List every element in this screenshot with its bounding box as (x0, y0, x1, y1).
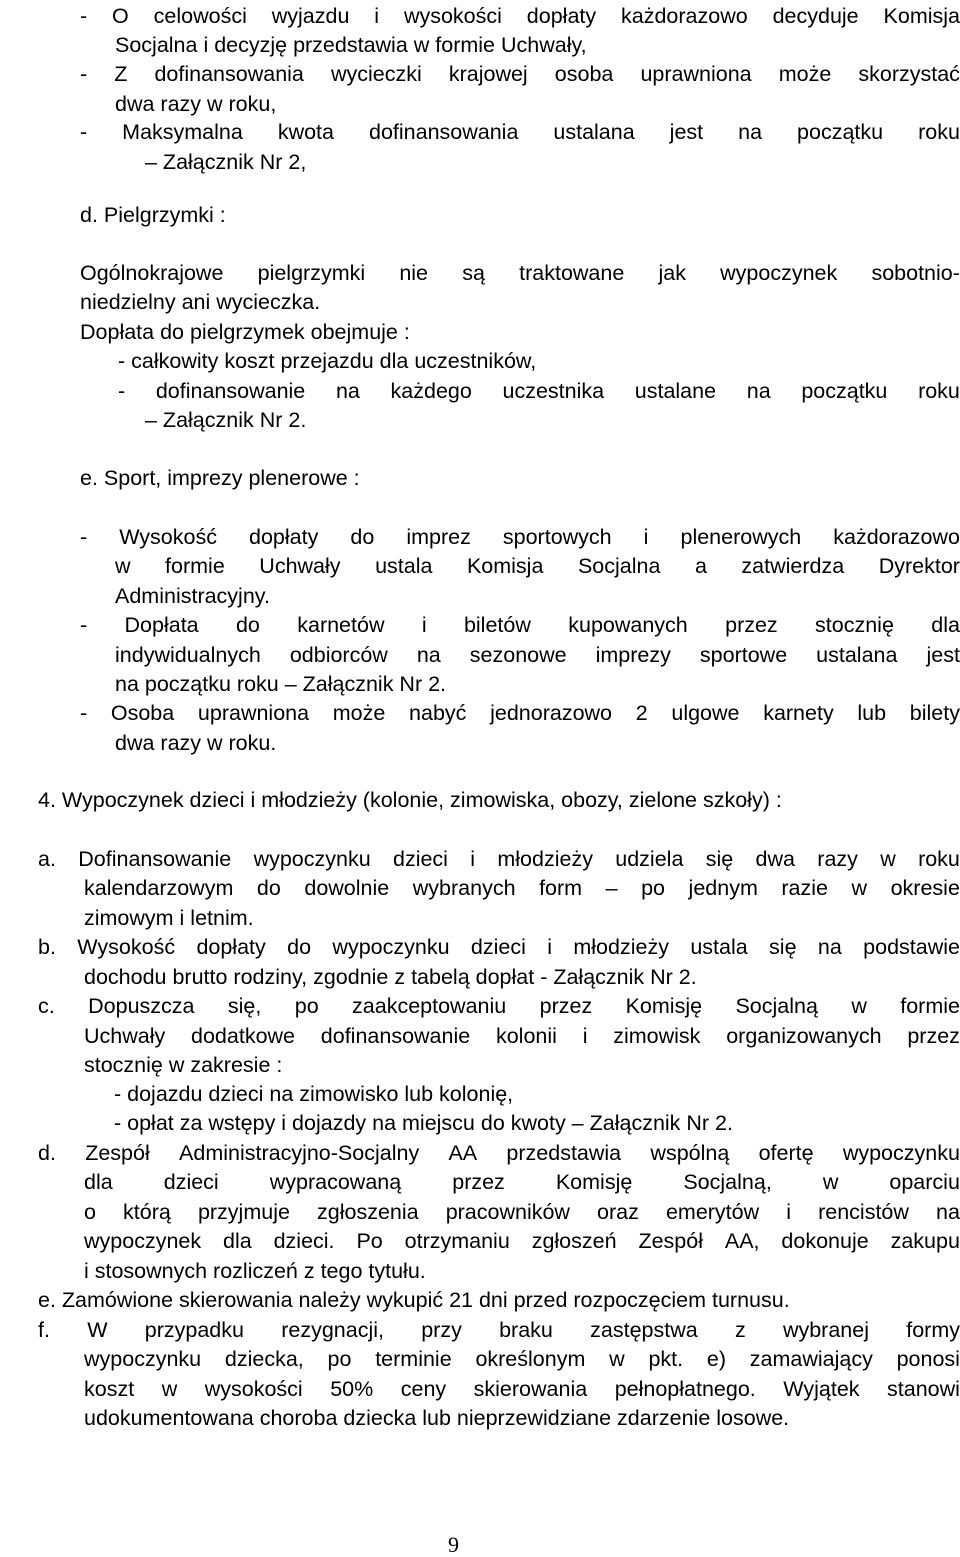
text-line: f. W przypadku rezygnacji, przy braku zastępstwa z wybranej formy (38, 1318, 960, 1342)
text-line: wypoczynku dziecka, po terminie określonym w pkt. e) zamawiający ponosi (84, 1347, 960, 1371)
text-line: stocznię w zakresie : (84, 1053, 283, 1077)
text-line: niedzielny ani wycieczka. (80, 290, 321, 314)
text-line: udokumentowana choroba dziecka lub nieprzewidziane zdarzenie losowe. (84, 1406, 790, 1430)
text-line: Dopłata do pielgrzymek obejmuje : (80, 320, 410, 344)
text-line: dwa razy w roku. (115, 731, 277, 755)
text-line: - całkowity koszt przejazdu dla uczestników, (118, 349, 537, 373)
text-line: - Wysokość dopłaty do imprez sportowych i plenerowych każdorazowo (80, 525, 960, 549)
text-line: d. Pielgrzymki : (80, 203, 226, 227)
text-line: - Osoba uprawniona może nabyć jednorazowo 2 ulgowe karnety lub bilety (80, 701, 960, 725)
text-line: d. Zespół Administracyjno-Socjalny AA przedstawia wspólną ofertę wypoczynku (38, 1141, 960, 1165)
text-line: Socjalna i decyzję przedstawia w formie Uchwały, (115, 33, 587, 57)
text-line: indywidualnych odbiorców na sezonowe imprezy sportowe ustalana jest (115, 643, 960, 667)
text-line: i stosownych rozliczeń z tego tytułu. (84, 1259, 426, 1283)
text-line: c. Dopuszcza się, po zaakceptowaniu przez Komisję Socjalną w formie (38, 994, 960, 1018)
text-line: - Dopłata do karnetów i biletów kupowanych przez stocznię dla (80, 613, 960, 637)
text-line: zimowym i letnim. (84, 906, 254, 930)
text-line: w formie Uchwały ustala Komisja Socjalna a zatwierdza Dyrektor (115, 554, 960, 578)
text-line: o którą przyjmuje zgłoszenia pracowników oraz emerytów i rencistów na (84, 1200, 960, 1224)
text-line: na początku roku – Załącznik Nr 2. (115, 672, 447, 696)
text-line: wypoczynek dla dzieci. Po otrzymaniu zgłoszeń Zespół AA, dokonuje zakupu (84, 1229, 960, 1253)
text-line: a. Dofinansowanie wypoczynku dzieci i młodzieży udziela się dwa razy w roku (38, 847, 960, 871)
text-line: - Maksymalna kwota dofinansowania ustalana jest na początku roku (80, 120, 960, 144)
text-line: dochodu brutto rodziny, zgodnie z tabelą dopłat - Załącznik Nr 2. (84, 965, 697, 989)
page-number: 9 (448, 1532, 459, 1557)
text-line: - dojazdu dzieci na zimowisko lub kolonię, (114, 1082, 514, 1106)
text-line: 4. Wypoczynek dzieci i młodzieży (kolonie, zimowiska, obozy, zielone szkoły) : (38, 788, 782, 812)
text-line: dwa razy w roku, (115, 92, 277, 116)
text-line: b. Wysokość dopłaty do wypoczynku dzieci i młodzieży ustala się na podstawie (38, 935, 960, 959)
text-line: e. Sport, imprezy plenerowe : (80, 466, 360, 490)
text-line: Uchwały dodatkowe dofinansowanie kolonii i zimowisk organizowanych przez (84, 1024, 960, 1048)
text-line: e. Zamówione skierowania należy wykupić 21 dni przed rozpoczęciem turnusu. (38, 1288, 790, 1312)
text-line: – Załącznik Nr 2, (145, 150, 307, 174)
text-line: koszt w wysokości 50% ceny skierowania pełnopłatnego. Wyjątek stanowi (84, 1377, 960, 1401)
text-line: - O celowości wyjazdu i wysokości dopłaty każdorazowo decyduje Komisja (80, 4, 960, 28)
text-line: kalendarzowym do dowolnie wybranych form – po jednym razie w okresie (84, 876, 960, 900)
text-line: dla dzieci wypracowaną przez Komisję Socjalną, w oparciu (84, 1170, 960, 1194)
text-line: Administracyjny. (115, 584, 270, 608)
text-line: - opłat za wstępy i dojazdy na miejscu do kwoty – Załącznik Nr 2. (114, 1111, 733, 1135)
text-line: – Załącznik Nr 2. (145, 408, 307, 432)
text-line: - dofinansowanie na każdego uczestnika ustalane na początku roku (118, 379, 960, 403)
text-line: - Z dofinansowania wycieczki krajowej osoba uprawniona może skorzystać (80, 62, 960, 86)
text-line: Ogólnokrajowe pielgrzymki nie są traktowane jak wypoczynek sobotnio- (80, 261, 960, 285)
